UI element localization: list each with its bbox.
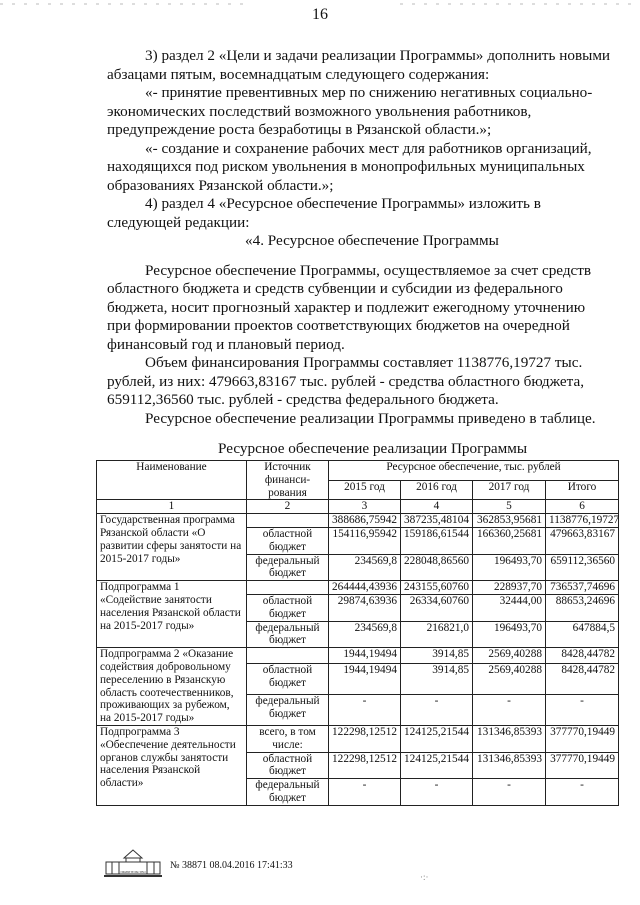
value-2017: 228937,70	[473, 581, 546, 595]
value-2016: 124125,21544	[401, 752, 473, 779]
value-2015: 122298,12512	[329, 752, 401, 779]
value-2015: 154116,95942	[329, 527, 401, 554]
section-heading: «4. Ресурсное обеспечение Программы	[245, 232, 499, 249]
value-total: -	[546, 695, 619, 726]
value-total: 659112,36560	[546, 554, 619, 581]
value-2017: 362853,95681	[473, 514, 546, 528]
value-2017: 2569,40288	[473, 648, 546, 664]
value-total: 736537,74696	[546, 581, 619, 595]
source-cell: областной бюджет	[247, 664, 329, 695]
value-2016: 243155,60760	[401, 581, 473, 595]
source-cell: областной бюджет	[247, 752, 329, 779]
value-2016: 3914,85	[401, 648, 473, 664]
funding-line-3: 659112,36560 тыс. рублей - средства федерального бюджета.	[107, 391, 499, 408]
value-2016: 216821,0	[401, 621, 473, 648]
value-total: -	[546, 779, 619, 806]
column-numbers-row	[97, 500, 619, 514]
document-stamp: № 38871 08.04.2016 17:41:33	[170, 860, 293, 871]
header-2015: 2015 год	[329, 480, 401, 500]
value-2016: -	[401, 695, 473, 726]
table-row	[97, 725, 619, 752]
logo-text: ПРАВИТЕЛЬСТВО	[120, 870, 146, 874]
quote1-line-3: предупреждение роста безработицы в Рязанской области.»;	[107, 121, 492, 138]
source-cell	[247, 648, 329, 664]
value-total: 647884,5	[546, 621, 619, 648]
value-2017: 131346,85393	[473, 725, 546, 752]
header-2016: 2016 год	[401, 480, 473, 500]
value-2015: 388686,75942	[329, 514, 401, 528]
quote2-line-3: образованиях Рязанской области.»;	[107, 177, 334, 194]
source-cell: областной бюджет	[247, 527, 329, 554]
value-2017: -	[473, 779, 546, 806]
value-2015: -	[329, 779, 401, 806]
header-name: Наименование	[97, 461, 247, 500]
quote1-line-2: экономических последствий возможного увольнения работников,	[107, 103, 532, 120]
table-intro: Ресурсное обеспечение реализации Программы приведено в таблице.	[145, 410, 596, 427]
value-2017: 196493,70	[473, 621, 546, 648]
value-2017: 131346,85393	[473, 752, 546, 779]
header-source: Источник финанси-рования	[247, 461, 329, 500]
item3-line-2: абзацами пятым, восемнадцатым следующего содержания:	[107, 66, 490, 83]
value-2016: 124125,21544	[401, 725, 473, 752]
source-cell: областной бюджет	[247, 594, 329, 621]
header-total: Итого	[546, 480, 619, 500]
table-row	[97, 581, 619, 595]
colnum: 2	[247, 500, 329, 514]
colnum: 6	[546, 500, 619, 514]
value-2015: 122298,12512	[329, 725, 401, 752]
colnum: 1	[97, 500, 247, 514]
source-cell: федеральный бюджет	[247, 554, 329, 581]
value-total: 8428,44782	[546, 648, 619, 664]
resource-line-1: Ресурсное обеспечение Программы, осуществляемое за счет средств	[145, 262, 592, 279]
colnum: 3	[329, 500, 401, 514]
value-2016: -	[401, 779, 473, 806]
program-name: Подпрограмма 2 «Оказание содействия добровольному переселению в Рязанскую область соотечественников, проживающих за рубежом, на 2015-2017 годы»	[97, 648, 247, 726]
table-row	[97, 514, 619, 528]
value-total: 88653,24696	[546, 594, 619, 621]
value-2015: 234569,8	[329, 554, 401, 581]
colnum: 4	[401, 500, 473, 514]
source-cell: всего, в том числе:	[247, 725, 329, 752]
value-2015: 1944,19494	[329, 648, 401, 664]
page-number: 16	[312, 6, 328, 23]
source-cell	[247, 514, 329, 528]
scan-mark-bottom: ·:·	[420, 872, 429, 882]
value-2015: 234569,8	[329, 621, 401, 648]
value-2016: 387235,48104	[401, 514, 473, 528]
table-caption: Ресурсное обеспечение реализации Программы	[218, 440, 528, 457]
value-2017: 196493,70	[473, 554, 546, 581]
value-2015: 29874,63936	[329, 594, 401, 621]
value-total: 479663,83167	[546, 527, 619, 554]
value-2017: 32444,00	[473, 594, 546, 621]
value-2015: -	[329, 695, 401, 726]
value-total: 1138776,19727	[546, 514, 619, 528]
table-header-row	[97, 461, 619, 481]
table-row	[97, 648, 619, 664]
header-2017: 2017 год	[473, 480, 546, 500]
resource-line-2: областного бюджета и средств субвенции и субсидии из федерального	[107, 280, 563, 297]
value-total: 377770,19449	[546, 752, 619, 779]
program-name: Государственная программа Рязанской области «О развитии сферы занятости на 2015-2017 годы»	[97, 514, 247, 581]
source-cell: федеральный бюджет	[247, 695, 329, 726]
program-name: Подпрограмма 3 «Обеспечение деятельности органов службы занятости населения Рязанской области»	[97, 725, 247, 805]
source-cell: федеральный бюджет	[247, 779, 329, 806]
value-total: 8428,44782	[546, 664, 619, 695]
colnum: 5	[473, 500, 546, 514]
funding-line-2: рублей, из них: 479663,83167 тыс. рублей - средства областного бюджета,	[107, 373, 585, 390]
item4-line-2: следующей редакции:	[107, 214, 250, 231]
source-cell: федеральный бюджет	[247, 621, 329, 648]
value-2016: 26334,60760	[401, 594, 473, 621]
resource-line-4: при формировании проектов соответствующих бюджетов на очередной	[107, 317, 570, 334]
resource-line-5: финансовый год и плановый период.	[107, 336, 345, 353]
item4-line-1: 4) раздел 4 «Ресурсное обеспечение Программы» изложить в	[145, 195, 541, 212]
header-resource: Ресурсное обеспечение, тыс. рублей	[329, 461, 619, 481]
value-2017: 166360,25681	[473, 527, 546, 554]
value-2015: 1944,19494	[329, 664, 401, 695]
government-building-logo	[104, 848, 162, 878]
resource-line-3: бюджета, носит прогнозный характер и подлежит ежегодному уточнению	[107, 299, 586, 316]
quote2-line-2: находящихся под риском увольнения в монопрофильных муниципальных	[107, 158, 585, 175]
funding-line-1: Объем финансирования Программы составляет 1138776,19727 тыс.	[145, 354, 583, 371]
value-2017: -	[473, 695, 546, 726]
value-2016: 3914,85	[401, 664, 473, 695]
value-2017: 2569,40288	[473, 664, 546, 695]
quote1-line-1: «- принятие превентивных мер по снижению негативных социально-	[145, 84, 593, 101]
quote2-line-1: «- создание и сохранение рабочих мест для работников организаций,	[145, 140, 592, 157]
value-2016: 228048,86560	[401, 554, 473, 581]
value-2015: 264444,43936	[329, 581, 401, 595]
program-name: Подпрограмма 1 «Содействие занятости населения Рязанской области на 2015-2017 годы»	[97, 581, 247, 648]
item3-line-1: 3) раздел 2 «Цели и задачи реализации Программы» дополнить новыми	[145, 47, 611, 64]
value-2016: 159186,61544	[401, 527, 473, 554]
value-total: 377770,19449	[546, 725, 619, 752]
source-cell	[247, 581, 329, 595]
resource-table	[96, 460, 619, 806]
